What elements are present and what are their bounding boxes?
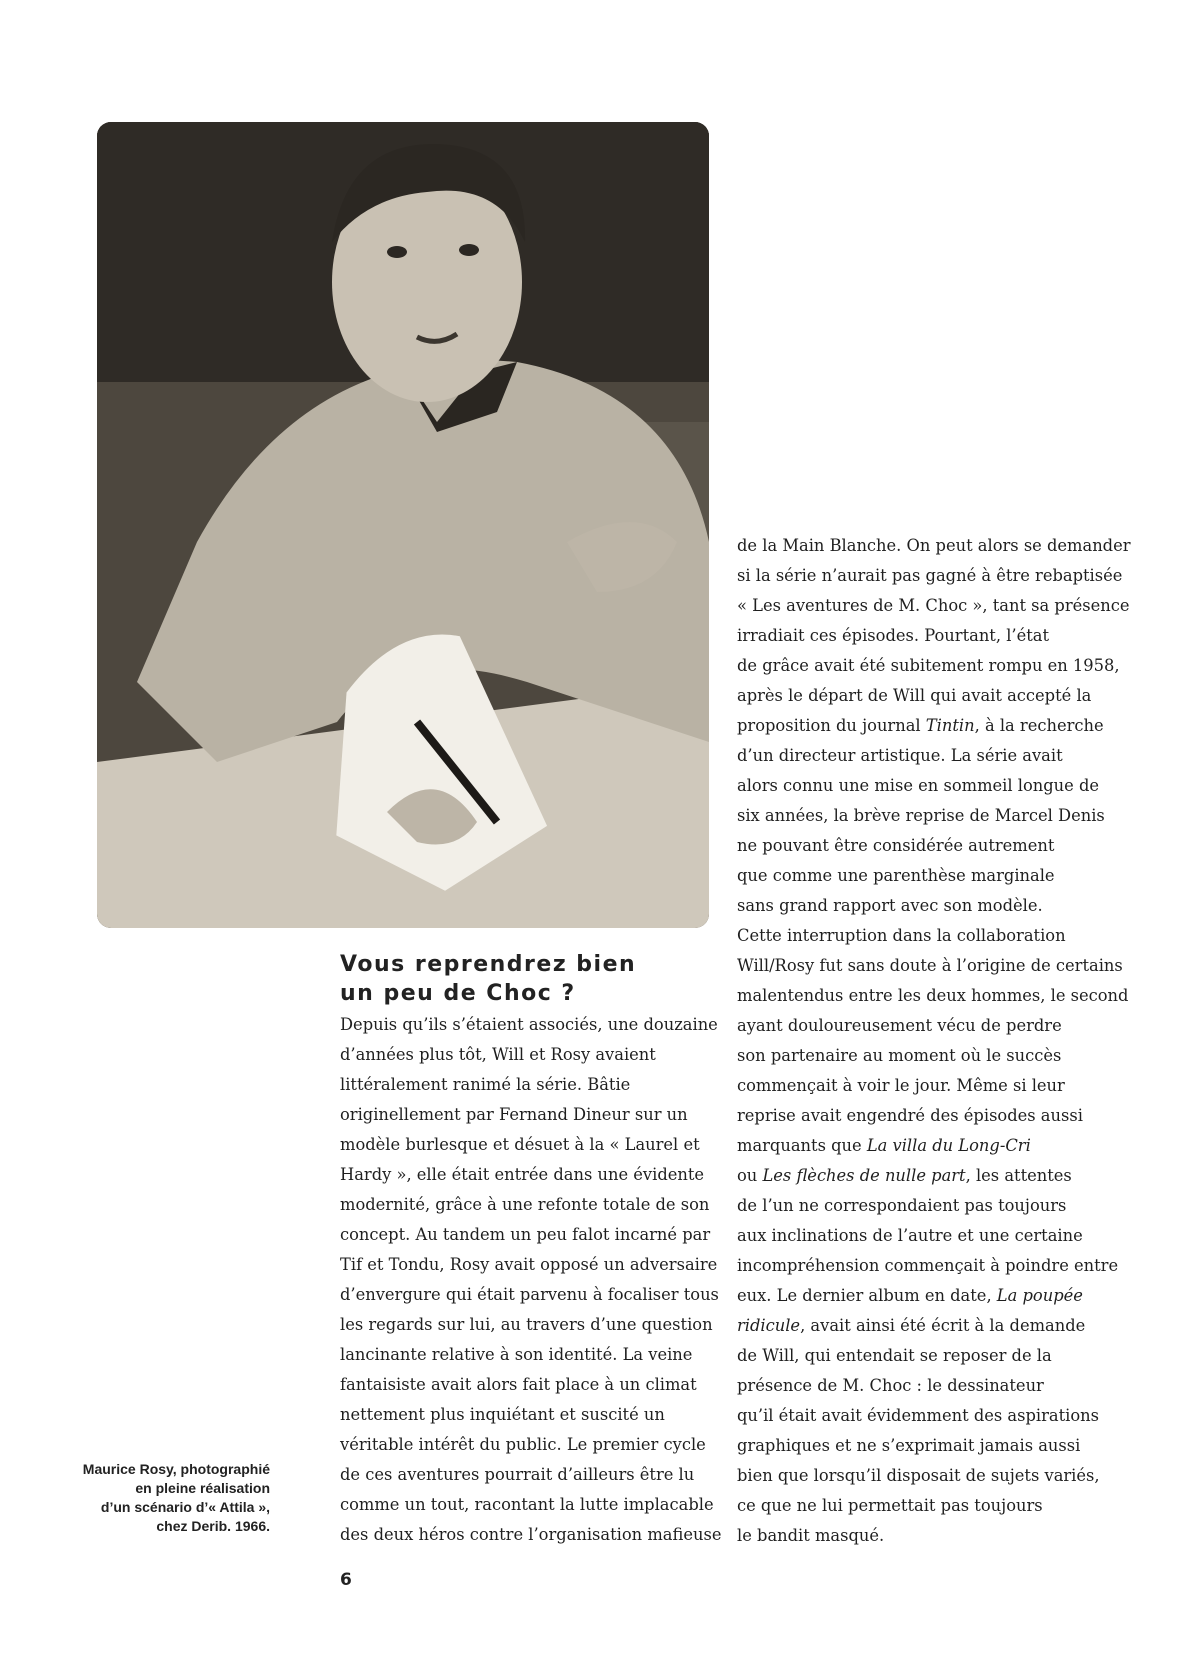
text-line: véritable intérêt du public. Le premier cycle — [340, 1435, 706, 1454]
heading-line: un peu de Choc ? — [340, 981, 576, 1006]
text-line — [737, 1281, 1117, 1311]
text-line: Cette interruption dans la collaboration — [737, 926, 1066, 945]
text-line: fantaisiste avait alors fait place à un climat — [340, 1375, 697, 1394]
text-line: aux inclinations de l’autre et une certaine — [737, 1226, 1083, 1245]
text-line: d’un directeur artistique. La série avait — [737, 746, 1063, 765]
italic-title: Tintin — [925, 716, 975, 735]
italic-title: Les flèches de nulle part — [762, 1166, 966, 1185]
text-run: , à la recherche — [974, 716, 1104, 735]
text-line: bien que lorsqu’il disposait de sujets variés, — [737, 1466, 1100, 1485]
text-line: littéralement ranimé la série. Bâtie — [340, 1075, 631, 1094]
text-run: , les attentes — [965, 1166, 1072, 1185]
text-line: irradiait ces épisodes. Pourtant, l’état — [737, 626, 1050, 645]
caption-line: en pleine réalisation — [135, 1480, 270, 1496]
text-line: d’années plus tôt, Will et Rosy avaient — [340, 1045, 656, 1064]
text-line: lancinante relative à son identité. La veine — [340, 1345, 693, 1364]
heading-line: Vous reprendrez bien — [340, 952, 637, 977]
text-line — [737, 1131, 1117, 1161]
text-line: d’envergure qui était parvenu à focaliser tous — [340, 1285, 719, 1304]
text-line: malentendus entre les deux hommes, le second — [737, 986, 1129, 1005]
italic-title: La villa du Long-Cri — [866, 1136, 1031, 1155]
text-line: commençait à voir le jour. Même si leur — [737, 1076, 1065, 1095]
text-line: incompréhension commençait à poindre entre — [737, 1256, 1119, 1275]
text-line — [737, 1161, 1117, 1191]
text-run: ou — [737, 1166, 763, 1185]
text-run: , avait ainsi été écrit à la demande — [800, 1316, 1086, 1335]
text-line: reprise avait engendré des épisodes aussi — [737, 1106, 1083, 1125]
text-line: de grâce avait été subitement rompu en 1958, — [737, 656, 1120, 675]
text-line: modèle burlesque et désuet à la « Laurel et — [340, 1135, 700, 1154]
left-text-column — [340, 1010, 720, 1550]
text-line: des deux héros contre l’organisation mafieuse — [340, 1525, 722, 1544]
photo-illustration — [97, 122, 709, 928]
text-line: sans grand rapport avec son modèle. — [737, 896, 1043, 915]
text-line: que comme une parenthèse marginale — [737, 866, 1055, 885]
text-line: après le départ de Will qui avait accepté la — [737, 686, 1092, 705]
text-line: les regards sur lui, au travers d’une question — [340, 1315, 713, 1334]
text-line: de l’un ne correspondaient pas toujours — [737, 1196, 1067, 1215]
text-line: six années, la brève reprise de Marcel Denis — [737, 806, 1105, 825]
text-line — [737, 1311, 1117, 1341]
text-line: Tif et Tondu, Rosy avait opposé un adversaire — [340, 1255, 718, 1274]
text-line: originellement par Fernand Dineur sur un — [340, 1105, 688, 1124]
caption-line: d’un scénario d’« Attila », — [100, 1499, 270, 1515]
text-line: ne pouvant être considérée autrement — [737, 836, 1055, 855]
text-line: présence de M. Choc : le dessinateur — [737, 1376, 1044, 1395]
photo-caption — [60, 1460, 270, 1536]
text-run: marquants que — [737, 1136, 867, 1155]
text-line: son partenaire au moment où le succès — [737, 1046, 1062, 1065]
page-number: 6 — [340, 1570, 352, 1590]
text-line — [737, 711, 1117, 741]
text-line: ce que ne lui permettait pas toujours — [737, 1496, 1043, 1515]
text-line: comme un tout, racontant la lutte implacable — [340, 1495, 714, 1514]
section-heading — [340, 950, 720, 1008]
text-line: Will/Rosy fut sans doute à l’origine de certains — [737, 956, 1123, 975]
text-line: nettement plus inquiétant et suscité un — [340, 1405, 665, 1424]
text-line: Depuis qu’ils s’étaient associés, une douzaine — [340, 1015, 718, 1034]
text-run: proposition du journal — [737, 716, 926, 735]
caption-line: chez Derib. 1966. — [156, 1518, 270, 1534]
text-line: ayant douloureusement vécu de perdre — [737, 1016, 1062, 1035]
text-line: modernité, grâce à une refonte totale de son — [340, 1195, 710, 1214]
text-run: eux. Le dernier album en date, — [737, 1286, 997, 1305]
right-text-column — [737, 531, 1131, 1551]
text-line: graphiques et ne s’exprimait jamais aussi — [737, 1436, 1081, 1455]
text-line: de ces aventures pourrait d’ailleurs être lu — [340, 1465, 695, 1484]
text-line: si la série n’aurait pas gagné à être rebaptisée — [737, 566, 1123, 585]
text-line: qu’il était avait évidemment des aspirations — [737, 1406, 1099, 1425]
text-line: de la Main Blanche. On peut alors se demander — [737, 536, 1131, 555]
text-line: alors connu une mise en sommeil longue de — [737, 776, 1100, 795]
italic-title: ridicule — [737, 1316, 801, 1335]
text-line: Hardy », elle était entrée dans une évidente — [340, 1165, 705, 1184]
text-line: « Les aventures de M. Choc », tant sa présence — [737, 596, 1130, 615]
text-line: de Will, qui entendait se reposer de la — [737, 1346, 1052, 1365]
italic-title: La poupée — [996, 1286, 1083, 1305]
text-line: le bandit masqué. — [737, 1526, 885, 1545]
caption-line: Maurice Rosy, photographié — [82, 1461, 270, 1477]
text-line: concept. Au tandem un peu falot incarné par — [340, 1225, 711, 1244]
portrait-photo — [97, 122, 709, 928]
